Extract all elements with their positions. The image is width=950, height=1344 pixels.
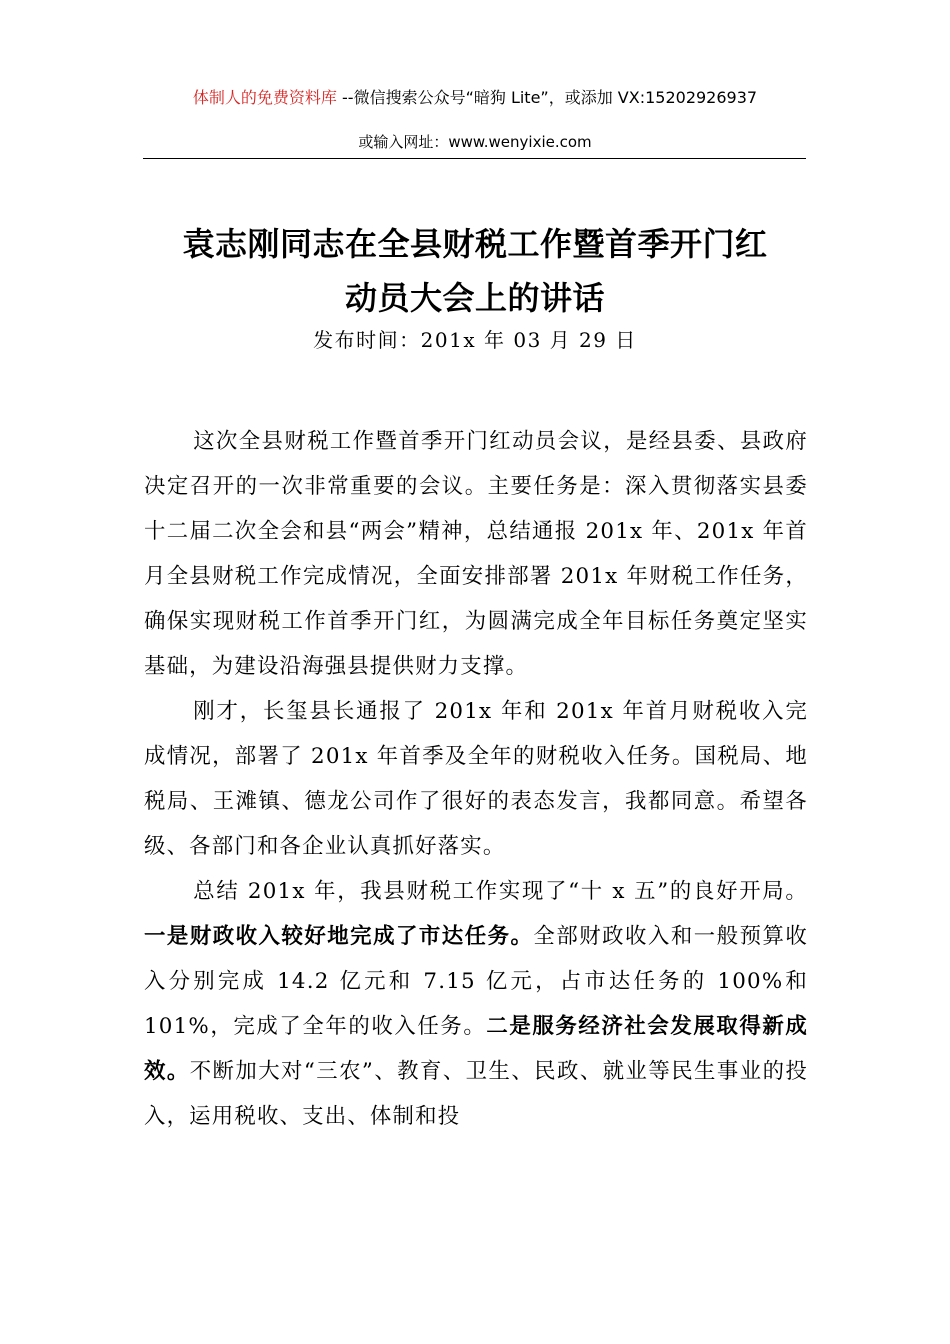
point-one-text: 全部财政收入和一般预算收入分别完成 14.2 亿元和 7.15 亿元，占市达任务的 100%和 101%，完成了全年的收入任务。 <box>144 924 808 1039</box>
point-two-heading: 二是服务经济社会发展取得新成效。 <box>144 1014 808 1084</box>
title-line-1: 袁志刚同志在全县财税工作暨首季开门红 <box>182 225 768 263</box>
paragraph-3-intro: 总结 201x 年，我县财税工作实现了“十 x 五”的良好开局。 <box>193 879 808 904</box>
point-one-heading: 一是财政收入较好地完成了市达任务。 <box>144 924 534 949</box>
document-body <box>144 419 808 1139</box>
paragraph-2: 刚才，长玺县长通报了 201x 年和 201x 年首月财税收入完成情况，部署了 201x 年首季及全年的财税收入任务。国税局、地税局、王滩镇、德龙公司作了很好的表态发言，我都同意。希望各级、各部门和各企业认真抓好落实。 <box>144 699 808 859</box>
header-promo: --微信搜索公众号“暗狗 Lite”，或添加 VX:15202926937 <box>336 88 758 107</box>
header-brand: 体制人的免费资料库 <box>192 88 337 107</box>
paragraph-1: 这次全县财税工作暨首季开门红动员会议，是经县委、县政府决定召开的一次非常重要的会议。主要任务是：深入贯彻落实县委十二届二次全会和县“两会”精神，总结通报 201x 年、201x 年首月全县财税工作完成情况，全面安排部署 201x 年财税工作任务，确保实现财税工作首季开门红，为圆满完成全年目标任务奠定坚实基础，为建设沿海强县提供财力支撑。 <box>144 429 808 679</box>
point-two-text: 不断加大对“三农”、教育、卫生、民政、就业等民生事业的投入，运用税收、支出、体制和投 <box>144 1059 808 1129</box>
paragraph-3 <box>144 869 808 1139</box>
document-title <box>110 217 840 325</box>
header-promo-line <box>0 86 950 110</box>
title-line-2: 动员大会上的讲话 <box>344 279 605 317</box>
header-divider <box>143 158 806 159</box>
publish-date: 发布时间：201x 年 03 月 29 日 <box>313 328 637 352</box>
header-site: 或输入网址：www.wenyixie.com <box>358 133 592 151</box>
